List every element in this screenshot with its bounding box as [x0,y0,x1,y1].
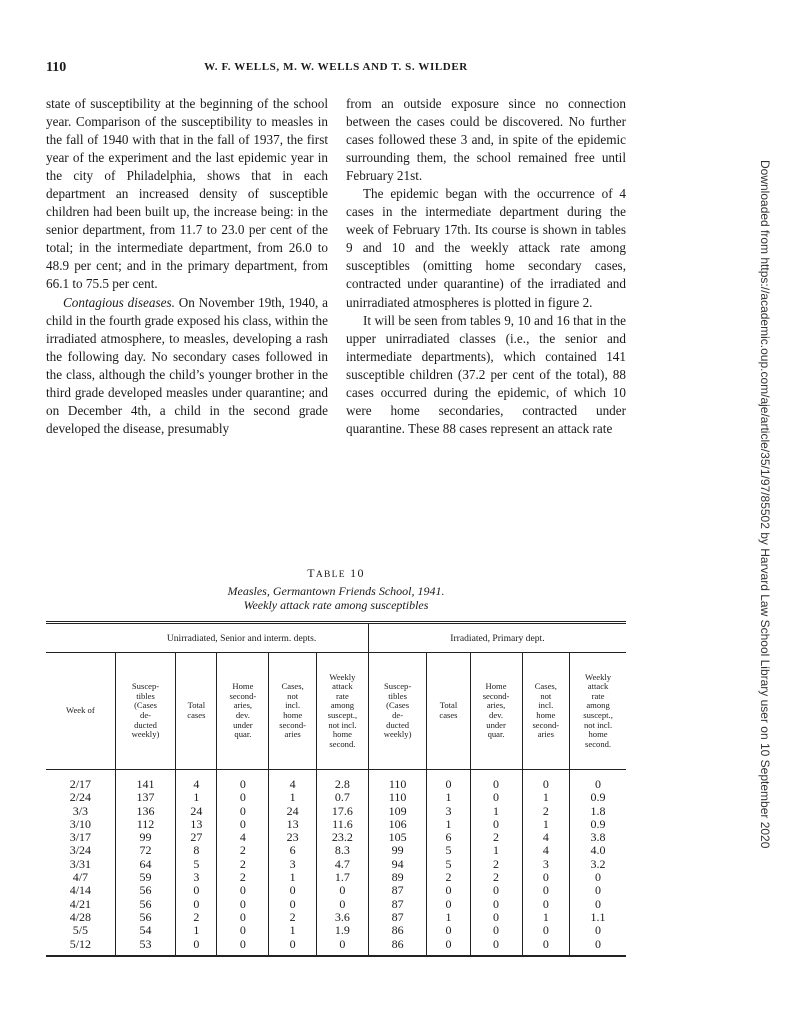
table-body [46,770,626,956]
cell-u-rate: 0 [316,898,368,911]
cell-u-sus: 72 [115,844,176,857]
cell-i-cases: 2 [522,805,570,818]
cell-u-sus: 99 [115,831,176,844]
cell-i-sus: 86 [368,924,426,937]
table-row [46,911,626,924]
cell-u-home: 0 [217,898,269,911]
cell-i-cases: 0 [522,938,570,956]
cell-week: 2/17 [69,777,92,791]
cell-u-cases: 3 [269,858,317,871]
cell-u-tot: 0 [176,898,217,911]
cell-i-cases: 4 [522,831,570,844]
cell-u-rate: 2.8 [316,770,368,792]
group-header-empty [46,623,115,653]
section-heading-contagious-diseases: Contagious diseases. [63,294,175,310]
cell-u-cases: 23 [269,831,317,844]
cell-i-rate: 0 [570,871,626,884]
cell-i-home: 0 [470,898,522,911]
cell-u-home: 0 [217,938,269,956]
cell-week: 4/14 [69,883,92,898]
cell-i-tot: 0 [427,938,470,956]
right-column [346,95,626,438]
right-paragraph-2: The epidemic began with the occurrence of 4 cases in the intermediate department during the week of February 17th. Its course is shown in tables 9 and 10 and the weekly attack rate among susceptibles (omitting home secondary cases, contracted under quarantine) of the irradiated and unirradiated atmospheres is plotted in figure 2. [346,186,626,310]
cell-i-tot: 3 [427,805,470,818]
cell-u-rate: 1.7 [316,871,368,884]
cell-i-rate: 4.0 [570,844,626,857]
cell-i-tot: 2 [427,871,470,884]
table-row [46,818,626,831]
cell-u-tot: 27 [176,831,217,844]
cell-i-cases: 0 [522,770,570,792]
cell-i-tot: 1 [427,818,470,831]
cell-u-sus: 56 [115,898,176,911]
cell-u-cases: 13 [269,818,317,831]
cell-i-sus: 106 [368,818,426,831]
cell-u-home: 4 [217,831,269,844]
cell-u-cases: 0 [269,884,317,897]
cell-i-sus: 110 [368,791,426,804]
left-paragraph-2 [46,294,328,438]
col-header-unirr-total-cases: Total cases [176,653,217,770]
cell-i-cases: 0 [522,898,570,911]
cell-week: 5/12 [46,938,115,956]
cell-i-tot: 5 [427,858,470,871]
table-subtitle-2: Weekly attack rate among susceptibles [243,598,429,612]
cell-i-cases: 1 [522,818,570,831]
cell-u-sus: 56 [115,911,176,924]
table-row [46,831,626,844]
cell-u-cases: 0 [269,898,317,911]
cell-week: 2/24 [69,790,92,805]
cell-i-tot: 0 [427,770,470,792]
cell-u-sus: 112 [115,818,176,831]
cell-u-cases: 24 [269,805,317,818]
cell-u-rate: 0 [316,938,368,956]
cell-i-rate: 0 [570,924,626,937]
table-row [46,898,626,911]
cell-u-cases: 2 [269,911,317,924]
table-row [46,858,626,871]
col-header-unirr-home-secondaries: Home second- aries, dev. under quar. [217,653,269,770]
cell-i-home: 2 [470,858,522,871]
cell-i-cases: 3 [522,858,570,871]
cell-u-cases: 4 [269,770,317,792]
cell-u-tot: 4 [176,770,217,792]
cell-u-sus: 64 [115,858,176,871]
measles-attack-rate-table [46,621,626,957]
cell-u-home: 2 [217,858,269,871]
cell-u-cases: 1 [269,871,317,884]
table-title-text: TABLE 10 [307,566,365,580]
cell-u-rate: 0 [316,884,368,897]
col-header-irr-home-secondaries: Home second- aries, dev. under quar. [470,653,522,770]
table-row [46,791,626,804]
cell-u-cases: 1 [269,924,317,937]
cell-i-sus: 105 [368,831,426,844]
cell-i-tot: 1 [427,911,470,924]
cell-u-home: 0 [217,924,269,937]
table-row [46,844,626,857]
table-row [46,871,626,884]
download-watermark [758,160,784,880]
cell-i-rate: 0 [570,898,626,911]
table-subtitle: Measles, Germantown Friends School, 1941. [227,584,445,598]
cell-i-tot: 0 [427,884,470,897]
cell-u-rate: 0.7 [316,791,368,804]
cell-i-sus: 87 [368,884,426,897]
cell-i-sus: 87 [368,898,426,911]
cell-u-tot: 1 [176,791,217,804]
cell-i-rate: 0.9 [570,818,626,831]
cell-u-cases: 1 [269,791,317,804]
cell-i-sus: 110 [368,770,426,792]
cell-u-home: 0 [217,770,269,792]
cell-u-sus: 136 [115,805,176,818]
left-column [46,95,328,438]
cell-u-cases: 0 [269,938,317,956]
cell-i-home: 0 [470,938,522,956]
cell-i-home: 2 [470,871,522,884]
cell-u-tot: 2 [176,911,217,924]
cell-i-home: 0 [470,791,522,804]
col-header-unirr-attack-rate: Weekly attack rate among suscept., not incl. home second. [316,653,368,770]
col-header-irr-attack-rate: Weekly attack rate among suscept., not incl. home second. [570,653,626,770]
cell-i-rate: 3.8 [570,831,626,844]
col-header-unirr-susceptibles: Suscep- tibles (Cases de- ducted weekly) [115,653,176,770]
cell-i-tot: 0 [427,898,470,911]
cell-week: 3/3 [72,803,89,818]
cell-i-home: 1 [470,844,522,857]
left-paragraph-2-body: On November 19th, 1940, a child in the fourth grade exposed his class, within the irradiated atmosphere, to measles, developing a rash the following day. No secondary cases followed in the class, although the child’s younger brother in the third grade developed measles under quarantine; and on December 4th, a child in the second grade developed the disease, presumably [46,294,328,436]
cell-u-tot: 0 [176,884,217,897]
cell-i-rate: 0.9 [570,791,626,804]
cell-u-sus: 56 [115,884,176,897]
left-paragraph-1: state of susceptibility at the beginning of the school year. Comparison of the susceptibility to measles in the fall of 1940 with that in the fall of 1937, the first year of the experiment and the last epidemic year in the city of Philadelphia, shows that in each department an increased density of susceptible children had been built up, the increase being: in the senior department, from 11.7 to 23.0 per cent of the total; in the intermediate department, from 26.0 to 48.9 per cent; and in the primary department, from 66.1 to 75.5 per cent. [46,96,328,292]
running-head-authors: W. F. WELLS, M. W. WELLS AND T. S. WILDER [204,61,468,73]
cell-i-sus: 87 [368,911,426,924]
cell-u-home: 0 [217,884,269,897]
cell-i-tot: 0 [427,924,470,937]
cell-i-cases: 0 [522,871,570,884]
table-title [46,566,626,581]
cell-i-cases: 1 [522,791,570,804]
cell-i-cases: 1 [522,911,570,924]
cell-u-rate: 23.2 [316,831,368,844]
cell-u-sus: 59 [115,871,176,884]
cell-u-rate: 8.3 [316,844,368,857]
running-head [46,60,626,80]
cell-u-rate: 17.6 [316,805,368,818]
cell-i-rate: 1.8 [570,805,626,818]
cell-u-tot: 24 [176,805,217,818]
cell-i-rate: 0 [570,770,626,792]
cell-week: 5/5 [72,923,89,938]
cell-i-home: 0 [470,884,522,897]
cell-u-home: 2 [217,844,269,857]
cell-u-rate: 4.7 [316,858,368,871]
cell-u-rate: 11.6 [316,818,368,831]
cell-u-home: 0 [217,818,269,831]
cell-i-home: 0 [470,911,522,924]
col-header-unirr-cases: Cases, not incl. home second- aries [269,653,317,770]
cell-i-tot: 1 [427,791,470,804]
table-row [46,770,626,792]
group-header-unirradiated: Unirradiated, Senior and interm. depts. [115,623,368,653]
cell-week: 3/24 [69,843,92,858]
cell-u-home: 0 [217,791,269,804]
col-header-irr-cases: Cases, not incl. home second- aries [522,653,570,770]
cell-u-cases: 6 [269,844,317,857]
cell-week: 3/31 [69,856,92,871]
cell-u-home: 0 [217,805,269,818]
cell-u-sus: 137 [115,791,176,804]
cell-i-home: 0 [470,770,522,792]
cell-week: 3/17 [69,830,92,845]
cell-i-home: 0 [470,818,522,831]
download-notice: Downloaded from https://academic.oup.com/aje/article/35/1/97/85502 by Harvard Law School Library user on 10 September 2020 [758,160,772,849]
cell-u-tot: 3 [176,871,217,884]
cell-i-rate: 3.2 [570,858,626,871]
cell-i-tot: 6 [427,831,470,844]
right-paragraph-1: from an outside exposure since no connection between the cases could be discovered. No further cases followed these 3 and, in spite of the epidemic surrounding them, the school remained free until February 21st. [346,96,626,184]
cell-u-tot: 0 [176,938,217,956]
cell-i-tot: 5 [427,844,470,857]
cell-u-rate: 3.6 [316,911,368,924]
cell-i-sus: 86 [368,938,426,956]
cell-week: 4/7 [72,870,89,885]
cell-u-home: 0 [217,911,269,924]
table-row [46,924,626,937]
group-header-irradiated: Irradiated, Primary dept. [368,623,626,653]
cell-u-home: 2 [217,871,269,884]
cell-u-tot: 8 [176,844,217,857]
col-header-week: Week of [46,653,115,770]
cell-week: 3/10 [69,816,92,831]
cell-i-sus: 99 [368,844,426,857]
cell-u-tot: 1 [176,924,217,937]
cell-u-sus: 53 [115,938,176,956]
page-number: 110 [46,60,67,75]
cell-i-sus: 94 [368,858,426,871]
cell-i-home: 1 [470,805,522,818]
table-row [46,884,626,897]
cell-week: 4/21 [69,896,92,911]
cell-i-cases: 0 [522,884,570,897]
table-group-header-row [46,623,626,653]
right-paragraph-3: It will be seen from tables 9, 10 and 16 that in the upper unirradiated classes (i.e., the senior and intermediate departments), which contained 141 susceptible children (37.2 per cent of the total), 88 cases occurred during the epidemic, of which 10 were home secondaries, contracted under quarantine. These 88 cases represent an attack rate [346,312,626,436]
cell-i-sus: 109 [368,805,426,818]
cell-i-sus: 89 [368,871,426,884]
cell-i-rate: 1.1 [570,911,626,924]
cell-u-tot: 5 [176,858,217,871]
table-row [46,938,626,956]
col-header-irr-susceptibles: Suscep- tibles (Cases de- ducted weekly) [368,653,426,770]
table-column-header-row [46,653,626,770]
table-row [46,805,626,818]
cell-i-rate: 0 [570,884,626,897]
cell-i-cases: 0 [522,924,570,937]
cell-u-sus: 141 [115,770,176,792]
col-header-irr-total-cases: Total cases [427,653,470,770]
cell-i-cases: 4 [522,844,570,857]
cell-u-sus: 54 [115,924,176,937]
cell-i-home: 0 [470,924,522,937]
cell-i-home: 2 [470,831,522,844]
cell-i-rate: 0 [570,938,626,956]
cell-u-rate: 1.9 [316,924,368,937]
cell-week: 4/28 [69,909,92,924]
cell-u-tot: 13 [176,818,217,831]
